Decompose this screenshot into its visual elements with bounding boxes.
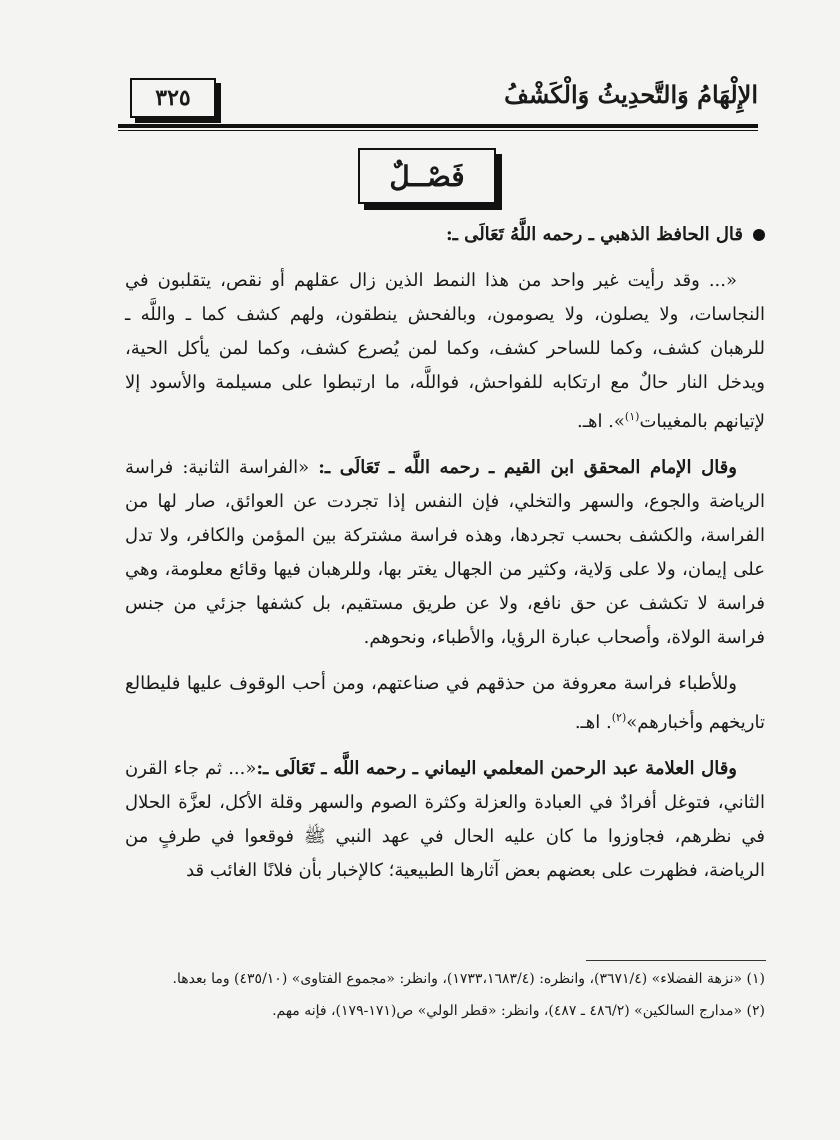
paragraph-1: [125, 264, 765, 439]
paragraph-1-text: «... وقد رأيت غير واحد من هذا النمط الذين زال عقلهم أو نقص، يتقلبون في النجاسات، ولا يصلون، ولا يصومون، وبالفحش ينطقون، ولهم كشف كما ـ واللَّه ـ للرهبان كشف، وكما للساحر كشف، وكما لمن يُصرع كشف، وكما لمن يأكل الحية، ويدخل النار حالٌ مع ارتكابه للفواحش، فواللَّه، ما ارتبطوا على مسيلمة والأسود إلا لإتيانهم بالمغيبات: [125, 270, 765, 432]
paragraph-1-heading: [125, 218, 765, 252]
page-header: [118, 70, 758, 126]
footnote-2: (٢) «مدارج السالكين» (٤٨٦/٢ ـ ٤٨٧)، وانظر: «قطر الولي» ص(١٧١-١٧٩)، فإنه مهم.: [272, 1003, 765, 1019]
paragraph-1-lead: قال الحافظ الذهبي ـ رحمه اللَّهُ تَعَالَى ـ:: [446, 224, 743, 245]
running-title: الإِلْهَامُ وَالتَّحدِيثُ وَالْكَشْفُ: [504, 80, 758, 109]
footnote-ref-1: (١): [624, 410, 640, 423]
paragraph-2-lead: وقال الإمام المحقق ابن القيم ـ رحمه اللَّه ـ تَعَالَى ـ:: [318, 457, 737, 478]
header-rule-thick: [118, 124, 758, 128]
paragraph-2-text: «الفراسة الثانية: فراسة الرياضة والجوع، والسهر والتخلي، فإن النفس إذا تجردت عن العوائق، صار لها من الفراسة، والكشف بحسب تجردها، وهذه فراسة مشتركة بين المؤمن والكافر، ولا تدل على إيمان، ولا على وَلاية، وكثير من الجهال يغتر بها، وللرهبان فيها وقائع معلومة، وهي فراسة لا تكشف عن حق نافع، ولا عن طريق مستقيم، بل كشفها جزئي من جنس فراسة الولاة، وأصحاب عبارة الرؤيا، والأطباء، ونحوهم.: [125, 457, 766, 648]
footnote-1: (١) «نزهة الفضلاء» (٣٦٧١/٤)، وانظره: (١٧٣٣،١٦٨٣/٤)، وانظر: «مجموع الفتاوى» (٤٣٥/١٠) وما بعدها.: [172, 971, 765, 987]
header-rule-thin: [118, 130, 758, 131]
paragraph-3-end: . اهـ.: [574, 712, 612, 733]
paragraph-4-text: «... ثم جاء القرن الثاني، فتوغل أفرادٌ في العبادة والعزلة وكثرة الصوم والسهر وقلة الأكل، لعزَّة الحلال في نظرهم، فجاوزوا ما كان عليه الحال في عهد النبي ﷺ فوقعوا في طرفٍ من الرياضة، فظهرت على بعضهم بعض آثارها الطبيعية؛ كالإخبار بأن فلانًا الغائب قد: [125, 758, 765, 881]
bullet-icon: [753, 229, 765, 241]
section-title: فَصْــلٌ: [358, 148, 496, 204]
paragraph-4: [125, 752, 765, 888]
page-number: ٣٢٥: [130, 78, 216, 118]
footnotes: [125, 966, 765, 1030]
paragraph-3: [125, 667, 765, 740]
paragraph-2: [125, 451, 765, 655]
paragraph-3-text: وللأطباء فراسة معروفة من حذقهم في صناعتهم، ومن أحب الوقوف عليها فليطالع تاريخهم وأخبارهم»: [125, 673, 765, 733]
paragraph-1-end: ». اهـ.: [576, 411, 625, 432]
body-text: [125, 218, 765, 900]
footnote-ref-2: (٢): [611, 711, 627, 724]
footnote-rule: [586, 960, 766, 961]
paragraph-4-lead: وقال العلامة عبد الرحمن المعلمي اليماني ـ رحمه اللَّه ـ تَعَالَى ـ:: [256, 758, 737, 779]
